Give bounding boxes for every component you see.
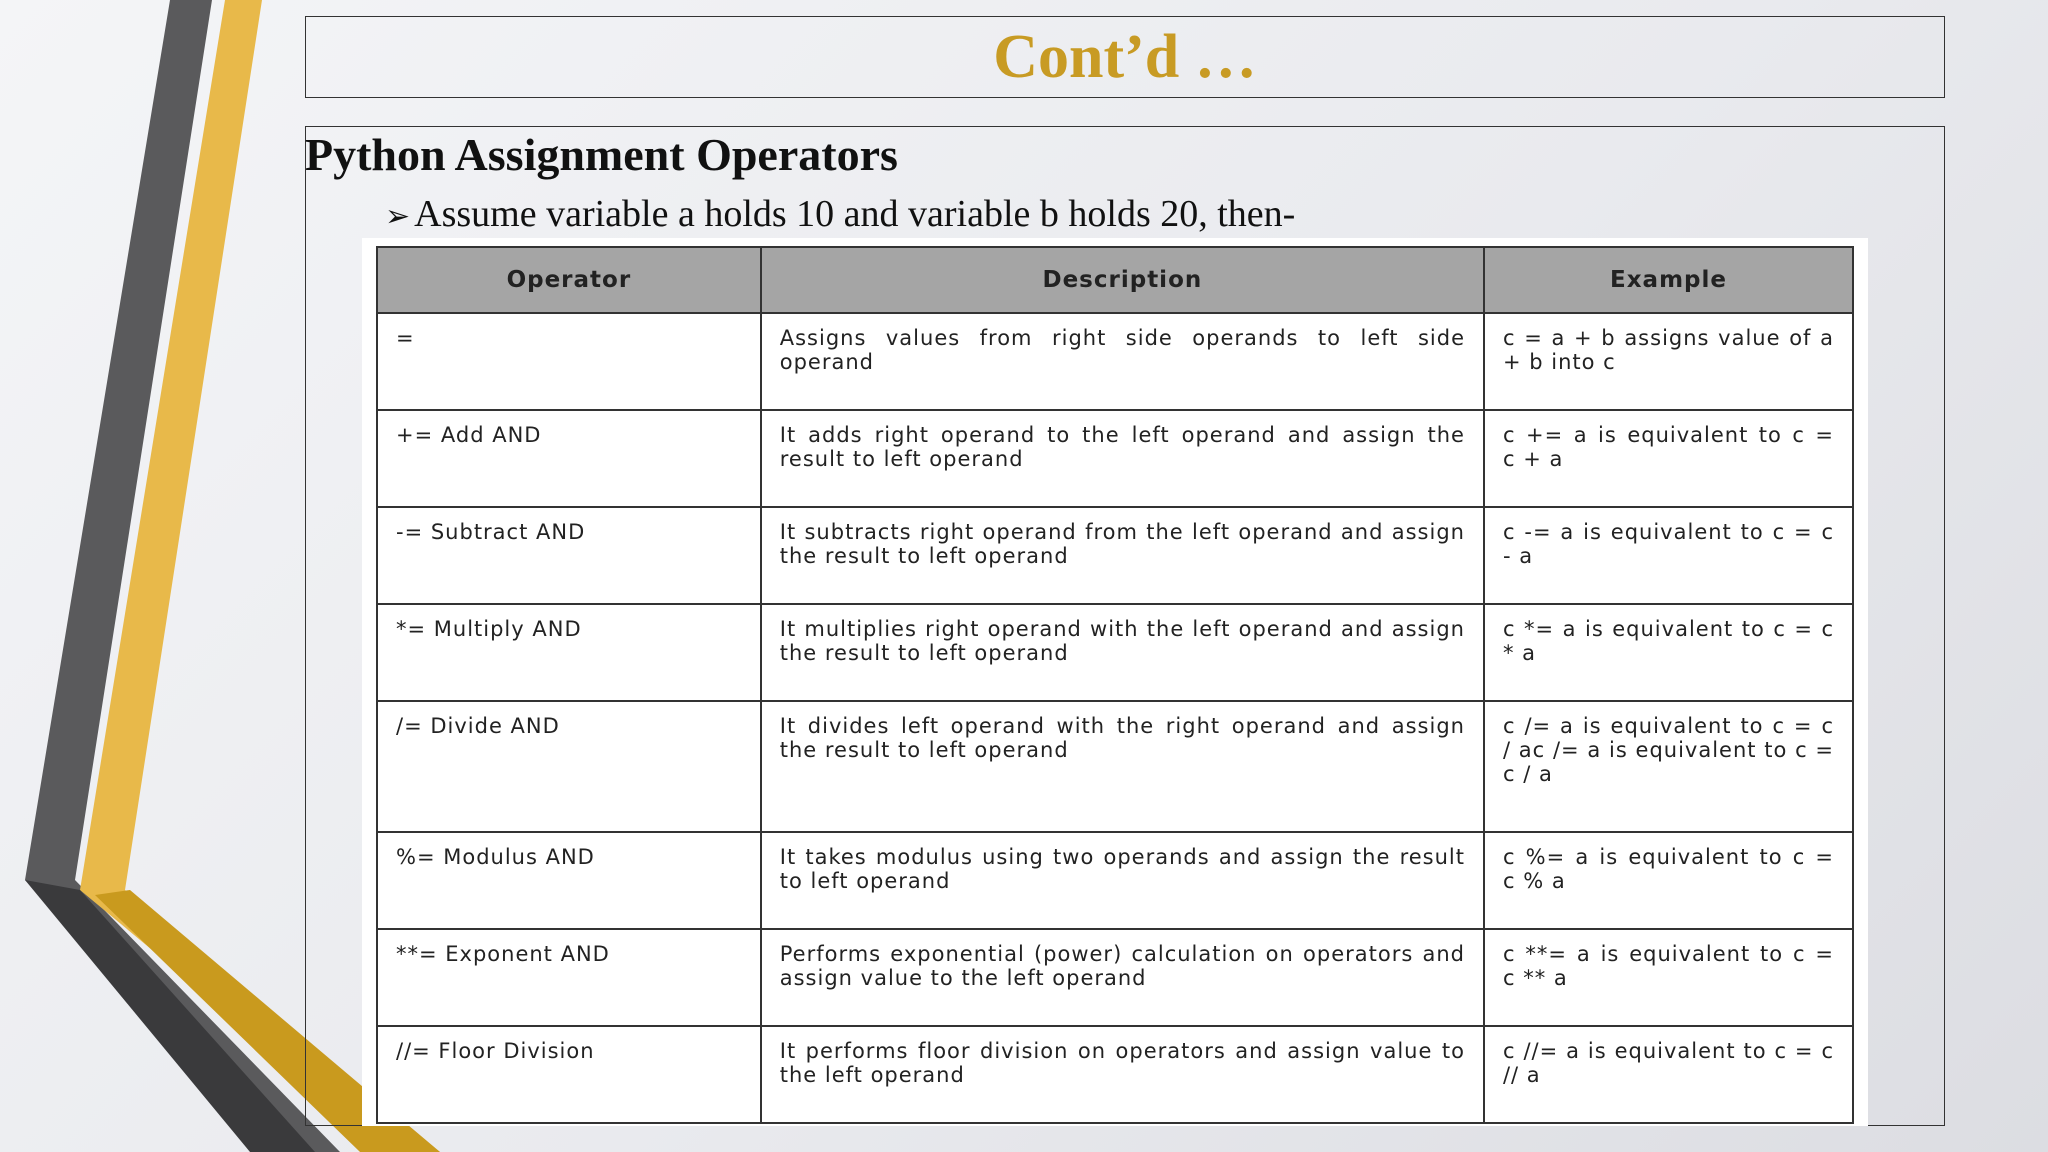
example-cell: c -= a is equivalent to c = c - a — [1484, 507, 1853, 604]
operator-cell: %= Modulus AND — [377, 832, 761, 929]
description-cell: It performs floor division on operators and assign value to the left operand — [761, 1026, 1484, 1123]
example-cell: c += a is equivalent to c = c + a — [1484, 410, 1853, 507]
example-cell: c = a + b assigns value of a + b into c — [1484, 313, 1853, 410]
arrow-bullet-icon: ➢ — [385, 199, 411, 234]
operators-table-image — [362, 238, 1868, 1126]
operator-cell: = — [377, 313, 761, 410]
example-cell: c *= a is equivalent to c = c * a — [1484, 604, 1853, 701]
operator-cell: **= Exponent AND — [377, 929, 761, 1026]
example-cell: c //= a is equivalent to c = c // a — [1484, 1026, 1853, 1123]
header-operator: Operator — [377, 247, 761, 313]
bullet-line — [385, 192, 1295, 236]
description-cell: It subtracts right operand from the left operand and assign the result to left operand — [761, 507, 1484, 604]
description-cell: It divides left operand with the right operand and assign the result to left operand — [761, 701, 1484, 832]
operator-cell: -= Subtract AND — [377, 507, 761, 604]
description-cell: It adds right operand to the left operand and assign the result to left operand — [761, 410, 1484, 507]
header-example: Example — [1484, 247, 1853, 313]
operator-cell: /= Divide AND — [377, 701, 761, 832]
example-cell: c /= a is equivalent to c = c / ac /= a is equivalent to c = c / a — [1484, 701, 1853, 832]
slide-title: Cont’d … — [993, 23, 1257, 91]
operators-table — [376, 246, 1854, 1124]
operator-cell: += Add AND — [377, 410, 761, 507]
table-row — [377, 507, 1853, 604]
table-row — [377, 929, 1853, 1026]
description-cell: Performs exponential (power) calculation on operators and assign value to the left operand — [761, 929, 1484, 1026]
example-cell: c **= a is equivalent to c = c ** a — [1484, 929, 1853, 1026]
bullet-text: Assume variable a holds 10 and variable b holds 20, then- — [414, 193, 1296, 235]
description-cell: It multiplies right operand with the left operand and assign the result to left operand — [761, 604, 1484, 701]
description-cell: It takes modulus using two operands and assign the result to left operand — [761, 832, 1484, 929]
section-heading: Python Assignment Operators — [305, 129, 898, 180]
operator-cell: //= Floor Division — [377, 1026, 761, 1123]
header-description: Description — [761, 247, 1484, 313]
table-row — [377, 832, 1853, 929]
table-row — [377, 1026, 1853, 1123]
example-cell: c %= a is equivalent to c = c % a — [1484, 832, 1853, 929]
operator-cell: *= Multiply AND — [377, 604, 761, 701]
table-row — [377, 313, 1853, 410]
table-row — [377, 701, 1853, 832]
title-box — [305, 16, 1945, 98]
table-header-row — [377, 247, 1853, 313]
description-cell: Assigns values from right side operands to left side operand — [761, 313, 1484, 410]
table-row — [377, 410, 1853, 507]
table-row — [377, 604, 1853, 701]
